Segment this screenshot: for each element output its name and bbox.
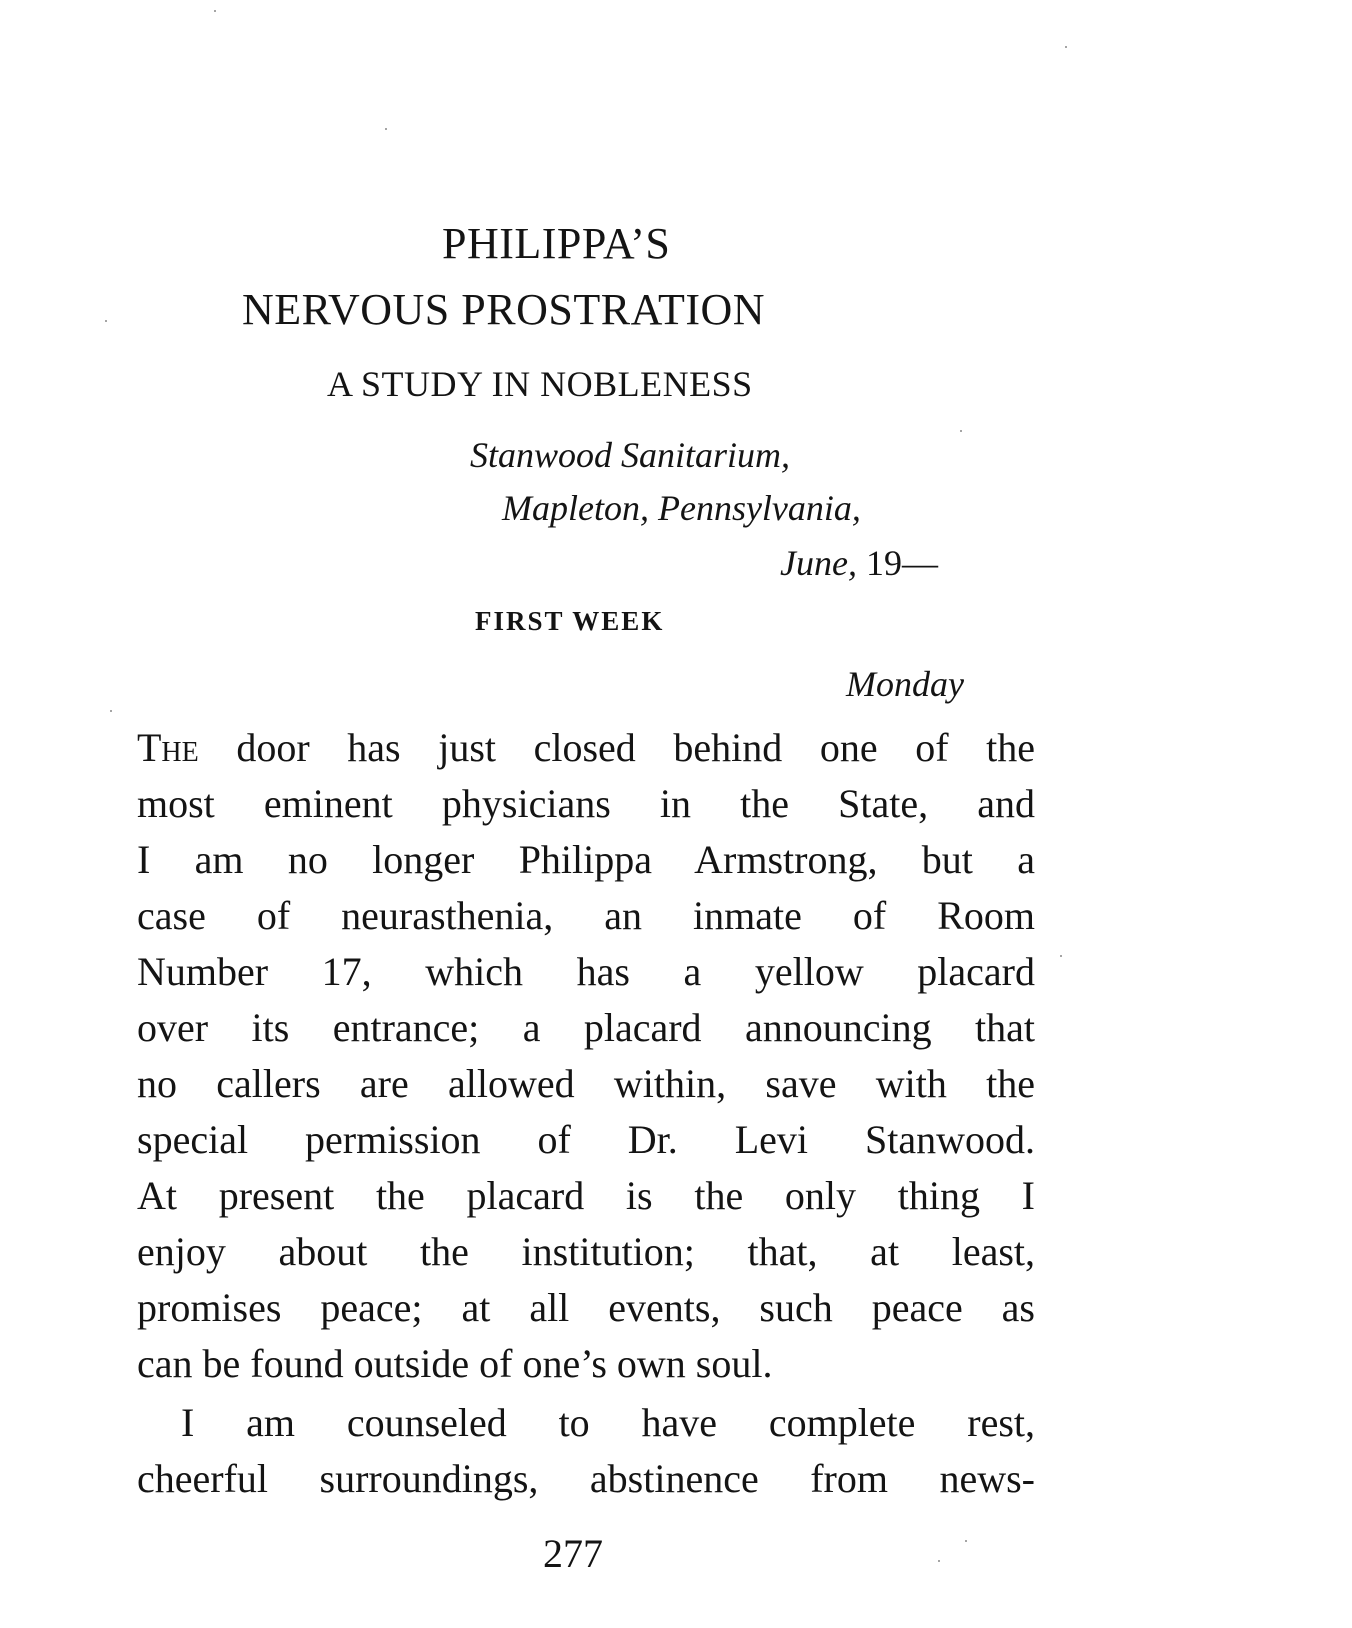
paragraph-line: I am counseled to have complete rest, (181, 1400, 1035, 1445)
address-line-2: Mapleton, Pennsylvania, (502, 488, 861, 528)
paragraph-1 (137, 720, 1035, 1392)
scan-speck (105, 320, 107, 322)
scan-speck (938, 1560, 940, 1562)
address-year: 19— (865, 543, 938, 583)
day-heading: Monday (846, 664, 964, 704)
paragraph-line: I am no longer Philippa Armstrong, but a (137, 837, 1035, 882)
scan-speck (385, 128, 387, 130)
paragraph-2 (137, 1395, 1035, 1507)
section-heading: FIRST WEEK (475, 606, 665, 636)
paragraph-line: promises peace; at all events, such peace as (137, 1285, 1035, 1330)
paragraph-line: Number 17, which has a yellow placard (137, 949, 1035, 994)
scan-speck (960, 430, 962, 432)
scan-speck (214, 10, 216, 12)
paragraph-line: can be found outside of one’s own soul. (137, 1341, 773, 1386)
scan-speck (1060, 955, 1062, 957)
paragraph-line: special permission of Dr. Levi Stanwood. (137, 1117, 1035, 1162)
scan-speck (1065, 46, 1067, 48)
paragraph-line: no callers are allowed within, save with the (137, 1061, 1035, 1106)
paragraph-line: case of neurasthenia, an inmate of Room (137, 893, 1035, 938)
paragraph-line: most eminent physicians in the State, and (137, 781, 1035, 826)
paragraph-line: The door has just closed behind one of the (137, 725, 1035, 770)
scan-speck (965, 1540, 967, 1542)
address-date (780, 545, 938, 581)
page-number: 277 (543, 1531, 603, 1576)
subtitle: A STUDY IN NOBLENESS (327, 364, 753, 404)
paragraph-line: At present the placard is the only thing I (137, 1173, 1035, 1218)
address-month: June, (780, 543, 857, 583)
dropcap-word: The (137, 725, 199, 770)
title-line-2: NERVOUS PROSTRATION (242, 285, 766, 334)
title-line-1: PHILIPPA’S (442, 219, 671, 268)
paragraph-line: over its entrance; a placard announcing that (137, 1005, 1035, 1050)
address-line-1: Stanwood Sanitarium, (470, 435, 791, 475)
paragraph-line: enjoy about the institution; that, at least, (137, 1229, 1035, 1274)
paragraph-line: cheerful surroundings, abstinence from news- (137, 1456, 1035, 1501)
scan-speck (110, 710, 112, 712)
